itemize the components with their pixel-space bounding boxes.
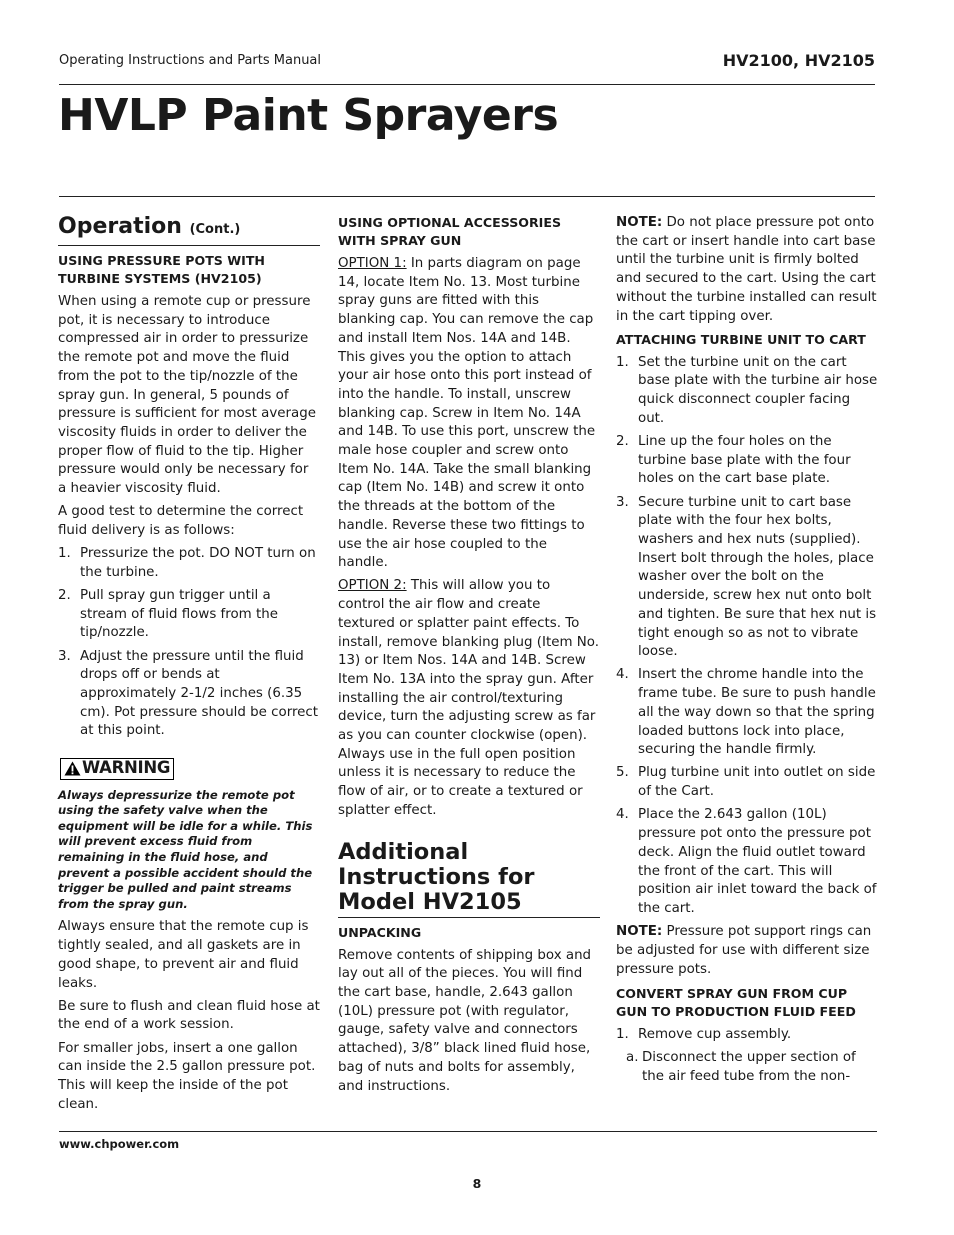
model-numbers: HV2100, HV2105 <box>722 51 875 70</box>
section-title: Operation <box>58 214 182 239</box>
list-item <box>58 587 320 643</box>
list-item <box>616 1026 878 1045</box>
list-number: 2. <box>616 434 629 450</box>
paragraph: Remove contents of shipping box and lay out all of the pieces. You will find the cart base, handle, 2.643 gallon (10L) pressure pot (with regulator, gauge, safety valve and connectors attached), 3/8” black lined fluid hose, bag of nuts and bolts for assembly, and instructions. <box>338 947 592 1094</box>
column-3 <box>616 214 878 1091</box>
list-item <box>58 545 320 582</box>
note-paragraph <box>616 214 878 326</box>
test-steps-list <box>58 545 320 741</box>
list-text: Insert the chrome handle into the frame tube. Be sure to push handle all the way down so that the spring loaded buttons lock into place, securing the handle firmly. <box>638 667 876 758</box>
paragraph: For smaller jobs, insert a one gallon can inside the 2.5 gallon pressure pot. This will keep the inside of the pot clean. <box>58 1040 316 1112</box>
option-1-label: OPTION 1: <box>338 256 407 271</box>
note-label: NOTE: <box>616 215 663 230</box>
list-text: Place the 2.643 gallon (10L) pressure pot onto the pressure pot deck. Align the fluid outlet toward the front of the cart. This will position air inlet toward the back of the cart. <box>638 807 877 916</box>
option-2-text: This will allow you to control the air flow and create textured or splatter paint effects. To install, remove blanking plug (Item No. 13) or Item Nos. 14A and 14B. Screw Item No. 13A into the spray gun. After installing the air control/texturing device, turn the adjusting screw as far as you can counter clockwise (open). Always use in the full open position unless it is necessary to reduce the flow of air, or to create a textured or splatter effect. <box>338 578 599 818</box>
subheading-unpacking: UNPACKING <box>338 924 422 940</box>
list-text: Plug turbine unit into outlet on side of the Cart. <box>638 765 876 800</box>
paragraph: A good test to determine the correct fluid delivery is as follows: <box>58 504 304 538</box>
list-text: Pull spray gun trigger until a stream of fluid flows from the tip/nozzle. <box>80 588 278 641</box>
list-text: Line up the four holes on the turbine base plate with the four holes on the cart base plate. <box>638 434 851 487</box>
subheading-convert-spray-gun: CONVERT SPRAY GUN FROM CUP GUN TO PRODUCTION FLUID FEED <box>616 986 856 1020</box>
list-item <box>616 494 878 662</box>
attach-steps-list <box>616 354 878 919</box>
title-divider <box>59 196 875 197</box>
list-number: 1. <box>616 354 629 370</box>
subheading-attaching-turbine: ATTACHING TURBINE UNIT TO CART <box>616 331 866 347</box>
list-item <box>616 806 878 918</box>
list-letter: a. <box>626 1050 639 1066</box>
list-item <box>58 648 320 742</box>
option-2-paragraph <box>338 577 600 820</box>
page-title: HVLP Paint Sprayers <box>58 90 559 141</box>
list-text: Pressurize the pot. DO NOT turn on the turbine. <box>80 546 316 580</box>
list-item <box>616 433 878 489</box>
list-number: 3. <box>58 648 71 664</box>
footer-url: www.chpower.com <box>59 1137 180 1151</box>
list-sub-item <box>616 1049 878 1086</box>
option-1-text: In parts diagram on page 14, locate Item No. 13. Most turbine spray guns are fitted with this blanking cap. You can remove the cap and install Item Nos. 14A and 14B. This gives you the option to attach your air hose onto this port instead of into the handle. To install, unscrew blanking cap. Screw in Item No. 14A and 14B. To use this port, unscrew the male hose coupler and screw onto Item No. 14A. Take the small blanking cap (Item No. 14B) and screw it onto the threads at the bottom of the handle. Reverse these two fittings to use the air hose coupled to the handle. <box>338 256 596 571</box>
option-1-paragraph <box>338 255 600 573</box>
manual-title: Operating Instructions and Parts Manual <box>59 53 322 68</box>
list-text: Secure turbine unit to cart base plate with the four hex bolts, washers and hex nuts (supplied). Insert bolt through the holes, place washer over the bolt on the underside, screw hex nut onto bolt and tighten. Be sure that hex nut is tight enough so as not to vibrate loose. <box>638 494 877 660</box>
footer-divider <box>59 1131 877 1132</box>
subheading-optional-accessories: USING OPTIONAL ACCESSORIES WITH SPRAY GUN <box>338 215 562 248</box>
list-number: 4. <box>616 667 629 683</box>
option-2-label: OPTION 2: <box>338 578 407 594</box>
warning-text: Always depressurize the remote pot using the safety valve when the equipment will be idle for a while. This will prevent excess fluid from remaining in the fluid hose, and prevent a possible accident should the trigger be pulled and paint streams from the spray gun. <box>58 787 313 911</box>
note-paragraph <box>616 923 878 979</box>
section-cont: (Cont.) <box>189 222 241 237</box>
section-heading-additional: Additional Instructions for Model HV2105 <box>338 840 600 918</box>
header-divider <box>59 84 875 85</box>
paragraph: Always ensure that the remote cup is tightly sealed, and all gaskets are in good shape, to prevent air and fluid leaks. <box>58 919 309 991</box>
column-2 <box>338 214 600 1101</box>
note-text: Pressure pot support rings can be adjusted for use with different size pressure pots. <box>616 924 872 977</box>
list-number: 1. <box>58 546 71 562</box>
list-text: Remove cup assembly. <box>638 1027 792 1043</box>
list-number: 4. <box>616 807 629 823</box>
paragraph: Be sure to flush and clean fluid hose at the end of a work session. <box>58 998 320 1033</box>
section-heading-operation <box>58 214 320 246</box>
warning-badge <box>60 758 174 780</box>
paragraph: When using a remote cup or pressure pot, it is necessary to introduce compressed air in order to pressurize the remote pot and move the fluid from the pot to the tip/nozzle of the spray gun. In general, 5 pounds of pressure is sufficient for most average viscosity fluids in order to deliver the proper flow of fluid to the tip. Higher pressure would only be necessary for a heavier viscosity fluid. <box>58 294 316 497</box>
list-item <box>616 666 878 760</box>
page-number: 8 <box>472 1176 482 1191</box>
list-text: Set the turbine unit on the cart base plate with the turbine air hose quick disconnect coupler facing out. <box>638 354 878 426</box>
note-label: NOTE: <box>616 924 663 940</box>
warning-triangle-icon <box>64 761 81 776</box>
note-text: Do not place pressure pot onto the cart or insert handle into cart base until the turbine unit is firmly bolted and secured to the cart. Using the cart without the turbine installed can result in the cart tipping over. <box>616 215 877 324</box>
subheading-pressure-pots: USING PRESSURE POTS WITH TURBINE SYSTEMS (HV2105) <box>58 253 265 286</box>
column-1 <box>58 214 320 1119</box>
list-number: 1. <box>616 1027 629 1043</box>
list-item <box>616 354 878 429</box>
list-number: 2. <box>58 588 71 604</box>
list-text: Disconnect the upper section of the air feed tube from the non- <box>642 1050 856 1085</box>
list-item <box>616 764 878 801</box>
list-text: Adjust the pressure until the fluid drops off or bends at approximately 2-1/2 inches (6.35 cm). Pot pressure should be correct at this point. <box>80 648 319 739</box>
list-number: 5. <box>616 765 629 781</box>
list-number: 3. <box>616 494 629 510</box>
warning-label: WARNING <box>82 758 171 778</box>
